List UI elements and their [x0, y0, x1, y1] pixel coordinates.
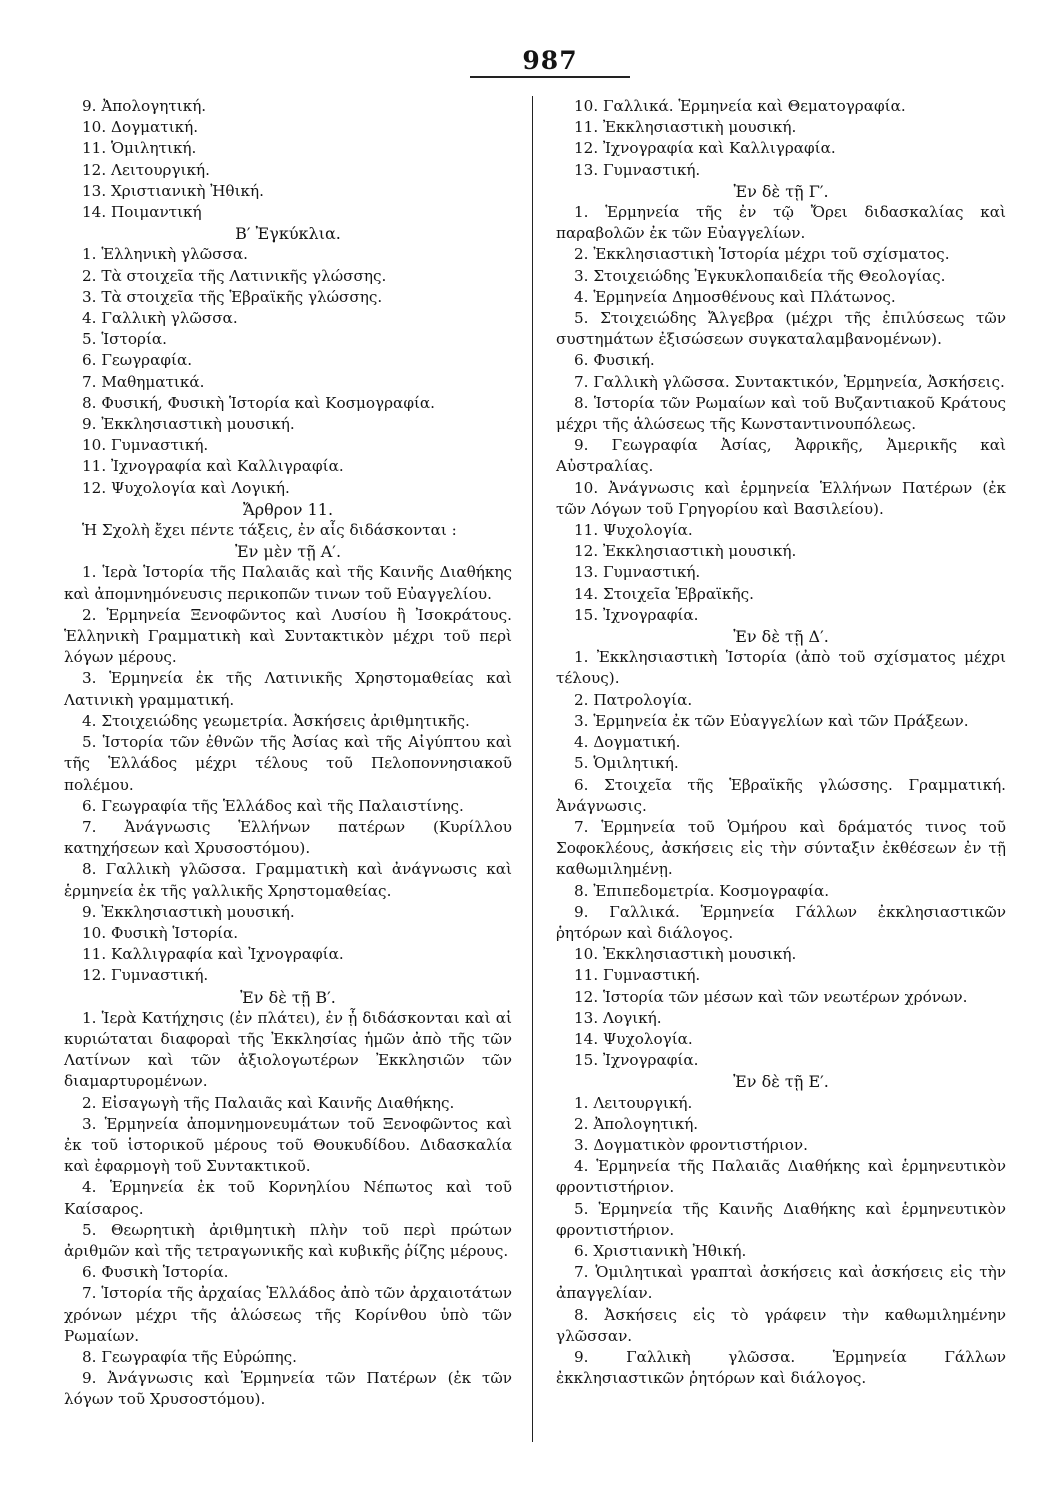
right-list-item: 12. Ἱστορία τῶν μέσων καὶ τῶν νεωτέρων χρόνων. — [574, 987, 968, 1006]
right-list-item: 9. Γαλλικά. Ἑρμηνεία Γάλλων ἐκκλησιαστικῶν ῥητόρων καὶ διάλογος. — [556, 902, 1006, 942]
header-rule — [470, 76, 630, 78]
left-list-item: 5. Ἱστορία τῶν ἐθνῶν τῆς Ἀσίας καὶ τῆς Αἰγύπτου καὶ τῆς Ἑλλάδος μέχρι τέλους τοῦ Πελοποννησιακοῦ πολέμου. — [64, 733, 512, 794]
right-list-item: 10. Γαλλικά. Ἑρμηνεία καὶ Θεματογραφία. — [574, 97, 906, 115]
right-list-item: 13. Λογική. — [574, 1008, 662, 1027]
right-list-item: 3. Στοιχειώδης Ἐγκυκλοπαιδεία τῆς Θεολογίας. — [574, 266, 946, 285]
right-list-item: 8. Ἀσκήσεις εἰς τὸ γράφειν τὴν καθωμιλημένην γλῶσσαν. — [556, 1305, 1006, 1345]
left-section-heading: Β′ Ἐγκύκλια. — [235, 224, 341, 244]
left-section-heading: Ἐν δὲ τῇ Β′. — [240, 987, 336, 1007]
left-list-item: 7. Μαθηματικά. — [82, 372, 205, 391]
right-list-item: 9. Γεωγραφία Ἀσίας, Ἀφρικῆς, Ἀμερικῆς καὶ Αὐστραλίας. — [556, 436, 1006, 476]
right-list-item: 10. Ἐκκλησιαστικὴ μουσική. — [574, 945, 797, 964]
left-list-item: 6. Γεωγραφία τῆς Ἑλλάδος καὶ τῆς Παλαιστίνης. — [82, 796, 464, 815]
right-list-item: 6. Στοιχεῖα τῆς Ἑβραϊκῆς γλώσσης. Γραμματική. Ἀνάγνωσις. — [556, 775, 1006, 815]
right-list-item: 4. Δογματική. — [574, 733, 681, 752]
right-list-item: 1. Λειτουργική. — [574, 1093, 693, 1112]
right-list-item: 5. Στοιχειώδης Ἄλγεβρα (μέχρι τῆς ἐπιλύσεως τῶν συστημάτων ἐξισώσεων συγκαταλαμβανομένων). — [556, 309, 1006, 349]
left-list-item: 2. Τὰ στοιχεῖα τῆς Λατινικῆς γλώσσης. — [82, 266, 387, 285]
left-list-item: 8. Γεωγραφία τῆς Εὐρώπης. — [82, 1347, 297, 1366]
left-list-item: 4. Γαλλικὴ γλῶσσα. — [82, 309, 238, 328]
left-list-item: 6. Φυσικὴ Ἱστορία. — [82, 1263, 229, 1282]
right-list-item: 14. Στοιχεῖα Ἑβραϊκῆς. — [574, 584, 754, 603]
left-list-item: 1. Ἱερὰ Ἱστορία τῆς Παλαιᾶς καὶ τῆς Καινῆς Διαθήκης καὶ ἀπομνημόνευσις περικοπῶν τινων τοῦ Εὐαγγελίου. — [64, 563, 512, 603]
right-list-item: 7. Γαλλικὴ γλῶσσα. Συντακτικόν, Ἑρμηνεία, Ἀσκήσεις. — [574, 372, 1005, 391]
left-list-item: 2. Εἰσαγωγὴ τῆς Παλαιᾶς καὶ Καινῆς Διαθήκης. — [82, 1093, 455, 1112]
left-list-item: 4. Στοιχειώδης γεωμετρία. Ἀσκήσεις ἀριθμητικῆς. — [82, 711, 470, 730]
right-list-item: 6. Χριστιανικὴ Ἠθική. — [574, 1241, 747, 1260]
right-list-item: 2. Πατρολογία. — [574, 690, 693, 709]
page-number: 987 — [522, 46, 578, 75]
right-list-item: 11. Ἐκκλησιαστικὴ μουσική. — [574, 118, 797, 137]
left-list-item: 9. Ἐκκλησιαστικὴ μουσική. — [82, 415, 295, 434]
right-list-item: 9. Γαλλικὴ γλῶσσα. Ἑρμηνεία Γάλλων ἐκκλησιαστικῶν ῥητόρων καὶ διάλογος. — [556, 1347, 1006, 1388]
right-list-item: 15. Ἰχνογραφία. — [574, 605, 699, 624]
right-list-item: 12. Ἰχνογραφία καὶ Καλλιγραφία. — [574, 139, 836, 158]
left-list-item: 10. Γυμναστική. — [82, 436, 209, 455]
right-list-item: 3. Ἑρμηνεία ἐκ τῶν Εὐαγγελίων καὶ τῶν Πράξεων. — [574, 711, 969, 730]
left-list-item: 3. Τὰ στοιχεῖα τῆς Ἑβραϊκῆς γλώσσης. — [82, 287, 383, 306]
left-list-item: 9. Ἀνάγνωσις καὶ Ἑρμηνεία τῶν Πατέρων (ἐκ τῶν λόγων τοῦ Χρυσοστόμου). — [64, 1369, 512, 1409]
right-list-item: 1. Ἑρμηνεία τῆς ἐν τῷ Ὄρει διδασκαλίας καὶ παραβολῶν ἐκ τῶν Εὐαγγελίων. — [556, 203, 1006, 243]
left-list-item: 11. Καλλιγραφία καὶ Ἰχνογραφία. — [82, 945, 344, 964]
right-list-item: 2. Ἐκκλησιαστικὴ Ἱστορία μέχρι τοῦ σχίσματος. — [574, 245, 950, 264]
left-list-item: 11. Ἰχνογραφία καὶ Καλλιγραφία. — [82, 457, 344, 476]
left-list-item: 14. Ποιμαντική — [82, 203, 202, 222]
right-section-heading: Ἐν δὲ τῇ Γ′. — [733, 181, 829, 201]
left-list-item: Ἡ Σχολὴ ἔχει πέντε τάξεις, ἐν αἷς διδάσκονται : — [82, 521, 457, 540]
right-list-item: 15. Ἰχνογραφία. — [574, 1051, 699, 1070]
left-list-item: 12. Γυμναστική. — [82, 966, 209, 985]
right-list-item: 1. Ἐκκλησιαστικὴ Ἱστορία (ἀπὸ τοῦ σχίσματος μέχρι τέλους). — [556, 648, 1006, 688]
right-list-item: 11. Γυμναστική. — [574, 966, 701, 985]
left-list-item: 9. Ἀπολογητική. — [82, 97, 207, 115]
left-list-item: 7. Ἱστορία τῆς ἀρχαίας Ἑλλάδος ἀπὸ τῶν ἀρχαιοτάτων χρόνων μέχρι τῆς ἁλώσεως τῆς Κορίνθου ὑπὸ τῶν Ρωμαίων. — [64, 1284, 512, 1345]
left-list-item: 7. Ἀνάγνωσις Ἑλλήνων πατέρων (Κυρίλλου κατηχήσεων καὶ Χρυσοστόμου). — [64, 817, 512, 858]
left-list-item: 4. Ἑρμηνεία ἐκ τοῦ Κορνηλίου Νέπωτος καὶ τοῦ Καίσαρος. — [64, 1178, 512, 1218]
right-section-heading: Ἐν δὲ τῇ Ε′. — [733, 1072, 829, 1092]
right-section-heading: Ἐν δὲ τῇ Δ′. — [733, 627, 829, 647]
left-list-item: 5. Θεωρητικὴ ἀριθμητικὴ πλὴν τοῦ περὶ πρώτων ἀριθμῶν καὶ τῆς τετραγωνικῆς καὶ κυβικῆς ῥίζης μέρους. — [64, 1220, 512, 1260]
left-section-heading: Ἄρθρον 11. — [242, 499, 334, 519]
left-list-item: 12. Ψυχολογία καὶ Λογική. — [82, 478, 290, 497]
right-list-item: 12. Ἐκκλησιαστικὴ μουσική. — [574, 542, 797, 561]
right-list-item: 2. Ἀπολογητική. — [574, 1114, 699, 1133]
left-list-item: 8. Φυσική, Φυσικὴ Ἱστορία καὶ Κοσμογραφία. — [82, 393, 435, 412]
right-list-item: 10. Ἀνάγνωσις καὶ ἑρμηνεία Ἑλλήνων Πατέρων (ἐκ τῶν Λόγων τοῦ Γρηγορίου καὶ Βασιλείου). — [556, 478, 1006, 518]
right-list-item: 5. Ἑρμηνεία τῆς Καινῆς Διαθήκης καὶ ἑρμηνευτικὸν φροντιστήριον. — [556, 1199, 1006, 1239]
right-list-item: 8. Ἱστορία τῶν Ρωμαίων καὶ τοῦ Βυζαντιακοῦ Κράτους μέχρι τῆς ἁλώσεως τῆς Κωνσταντινουπόλεως. — [556, 393, 1006, 434]
left-list-item: 5. Ἱστορία. — [82, 330, 167, 349]
right-list-item: 13. Γυμναστική. — [574, 160, 701, 179]
left-list-item: 11. Ὁμιλητική. — [82, 139, 197, 158]
right-list-item: 11. Ψυχολογία. — [574, 521, 693, 540]
left-list-item: 12. Λειτουργική. — [82, 160, 210, 179]
right-list-item: 7. Ἑρμηνεία τοῦ Ὁμήρου καὶ δράματός τινος τοῦ Σοφοκλέους, ἀσκήσεις εἰς τὴν σύνταξιν ἐκθέσεων ἐν τῇ καθωμιλημένῃ. — [556, 817, 1006, 879]
left-list-item: 3. Ἑρμηνεία ἐκ τῆς Λατινικῆς Χρηστομαθείας καὶ Λατινικὴ γραμματική. — [64, 669, 512, 709]
right-list-item: 8. Ἐπιπεδομετρία. Κοσμογραφία. — [574, 881, 830, 900]
left-list-item: 6. Γεωγραφία. — [82, 351, 193, 370]
right-column — [556, 96, 1006, 1389]
right-list-item: 13. Γυμναστική. — [574, 563, 701, 582]
left-list-item: 9. Ἐκκλησιαστικὴ μουσική. — [82, 902, 295, 921]
left-list-item: 1. Ἱερὰ Κατήχησις (ἐν πλάτει), ἐν ᾗ διδάσκονται καὶ αἱ κυριώταται διαφοραὶ τῆς Ἐκκλησίας ἡμῶν ἀπὸ τῆς τῶν Λατίνων καὶ τῶν ἀξιολογωτέρων Ἐκκλησιῶν τῶν διαμαρτυρομένων. — [64, 1008, 512, 1091]
right-list-item: 6. Φυσική. — [574, 351, 655, 370]
left-list-item: 8. Γαλλικὴ γλῶσσα. Γραμματικὴ καὶ ἀνάγνωσις καὶ ἑρμηνεία ἐκ τῆς γαλλικῆς Χρηστομαθείας. — [64, 860, 512, 900]
left-list-item: 2. Ἑρμηνεία Ξενοφῶντος καὶ Λυσίου ἢ Ἰσοκράτους. Ἑλληνικὴ Γραμματικὴ καὶ Συντακτικὸν μέχρι τοῦ περὶ λόγων μέρους. — [64, 605, 512, 667]
left-list-item: 10. Φυσικὴ Ἱστορία. — [82, 923, 239, 942]
column-divider — [532, 96, 533, 1442]
right-list-item: 4. Ἑρμηνεία τῆς Παλαιᾶς Διαθήκης καὶ ἑρμηνευτικὸν φροντιστήριον. — [556, 1157, 1006, 1197]
right-list-item: 5. Ὁμιλητική. — [574, 754, 679, 773]
left-list-item: 13. Χριστιανικὴ Ἠθική. — [82, 181, 264, 200]
left-list-item: 1. Ἑλληνικὴ γλῶσσα. — [82, 245, 248, 264]
right-list-item: 7. Ὁμιλητικαὶ γραπταὶ ἀσκήσεις καὶ ἀσκήσεις εἰς τὴν ἀπαγγελίαν. — [556, 1263, 1006, 1303]
left-list-item: 10. Δογματική. — [82, 118, 199, 137]
right-list-item: 3. Δογματικὸν φροντιστήριον. — [574, 1135, 808, 1154]
left-section-heading: Ἐν μὲν τῇ Α′. — [234, 542, 342, 562]
right-list-item: 14. Ψυχολογία. — [574, 1029, 693, 1048]
right-list-item: 4. Ἑρμηνεία Δημοσθένους καὶ Πλάτωνος. — [574, 287, 896, 306]
left-column — [64, 96, 512, 1411]
left-list-item: 3. Ἑρμηνεία ἀπομνημονευμάτων τοῦ Ξενοφῶντος καὶ ἐκ τοῦ ἱστορικοῦ μέρους τοῦ Θουκυδίδου. Διδασκαλία καὶ ἐφαρμογὴ τοῦ Συντακτικοῦ. — [64, 1114, 512, 1176]
